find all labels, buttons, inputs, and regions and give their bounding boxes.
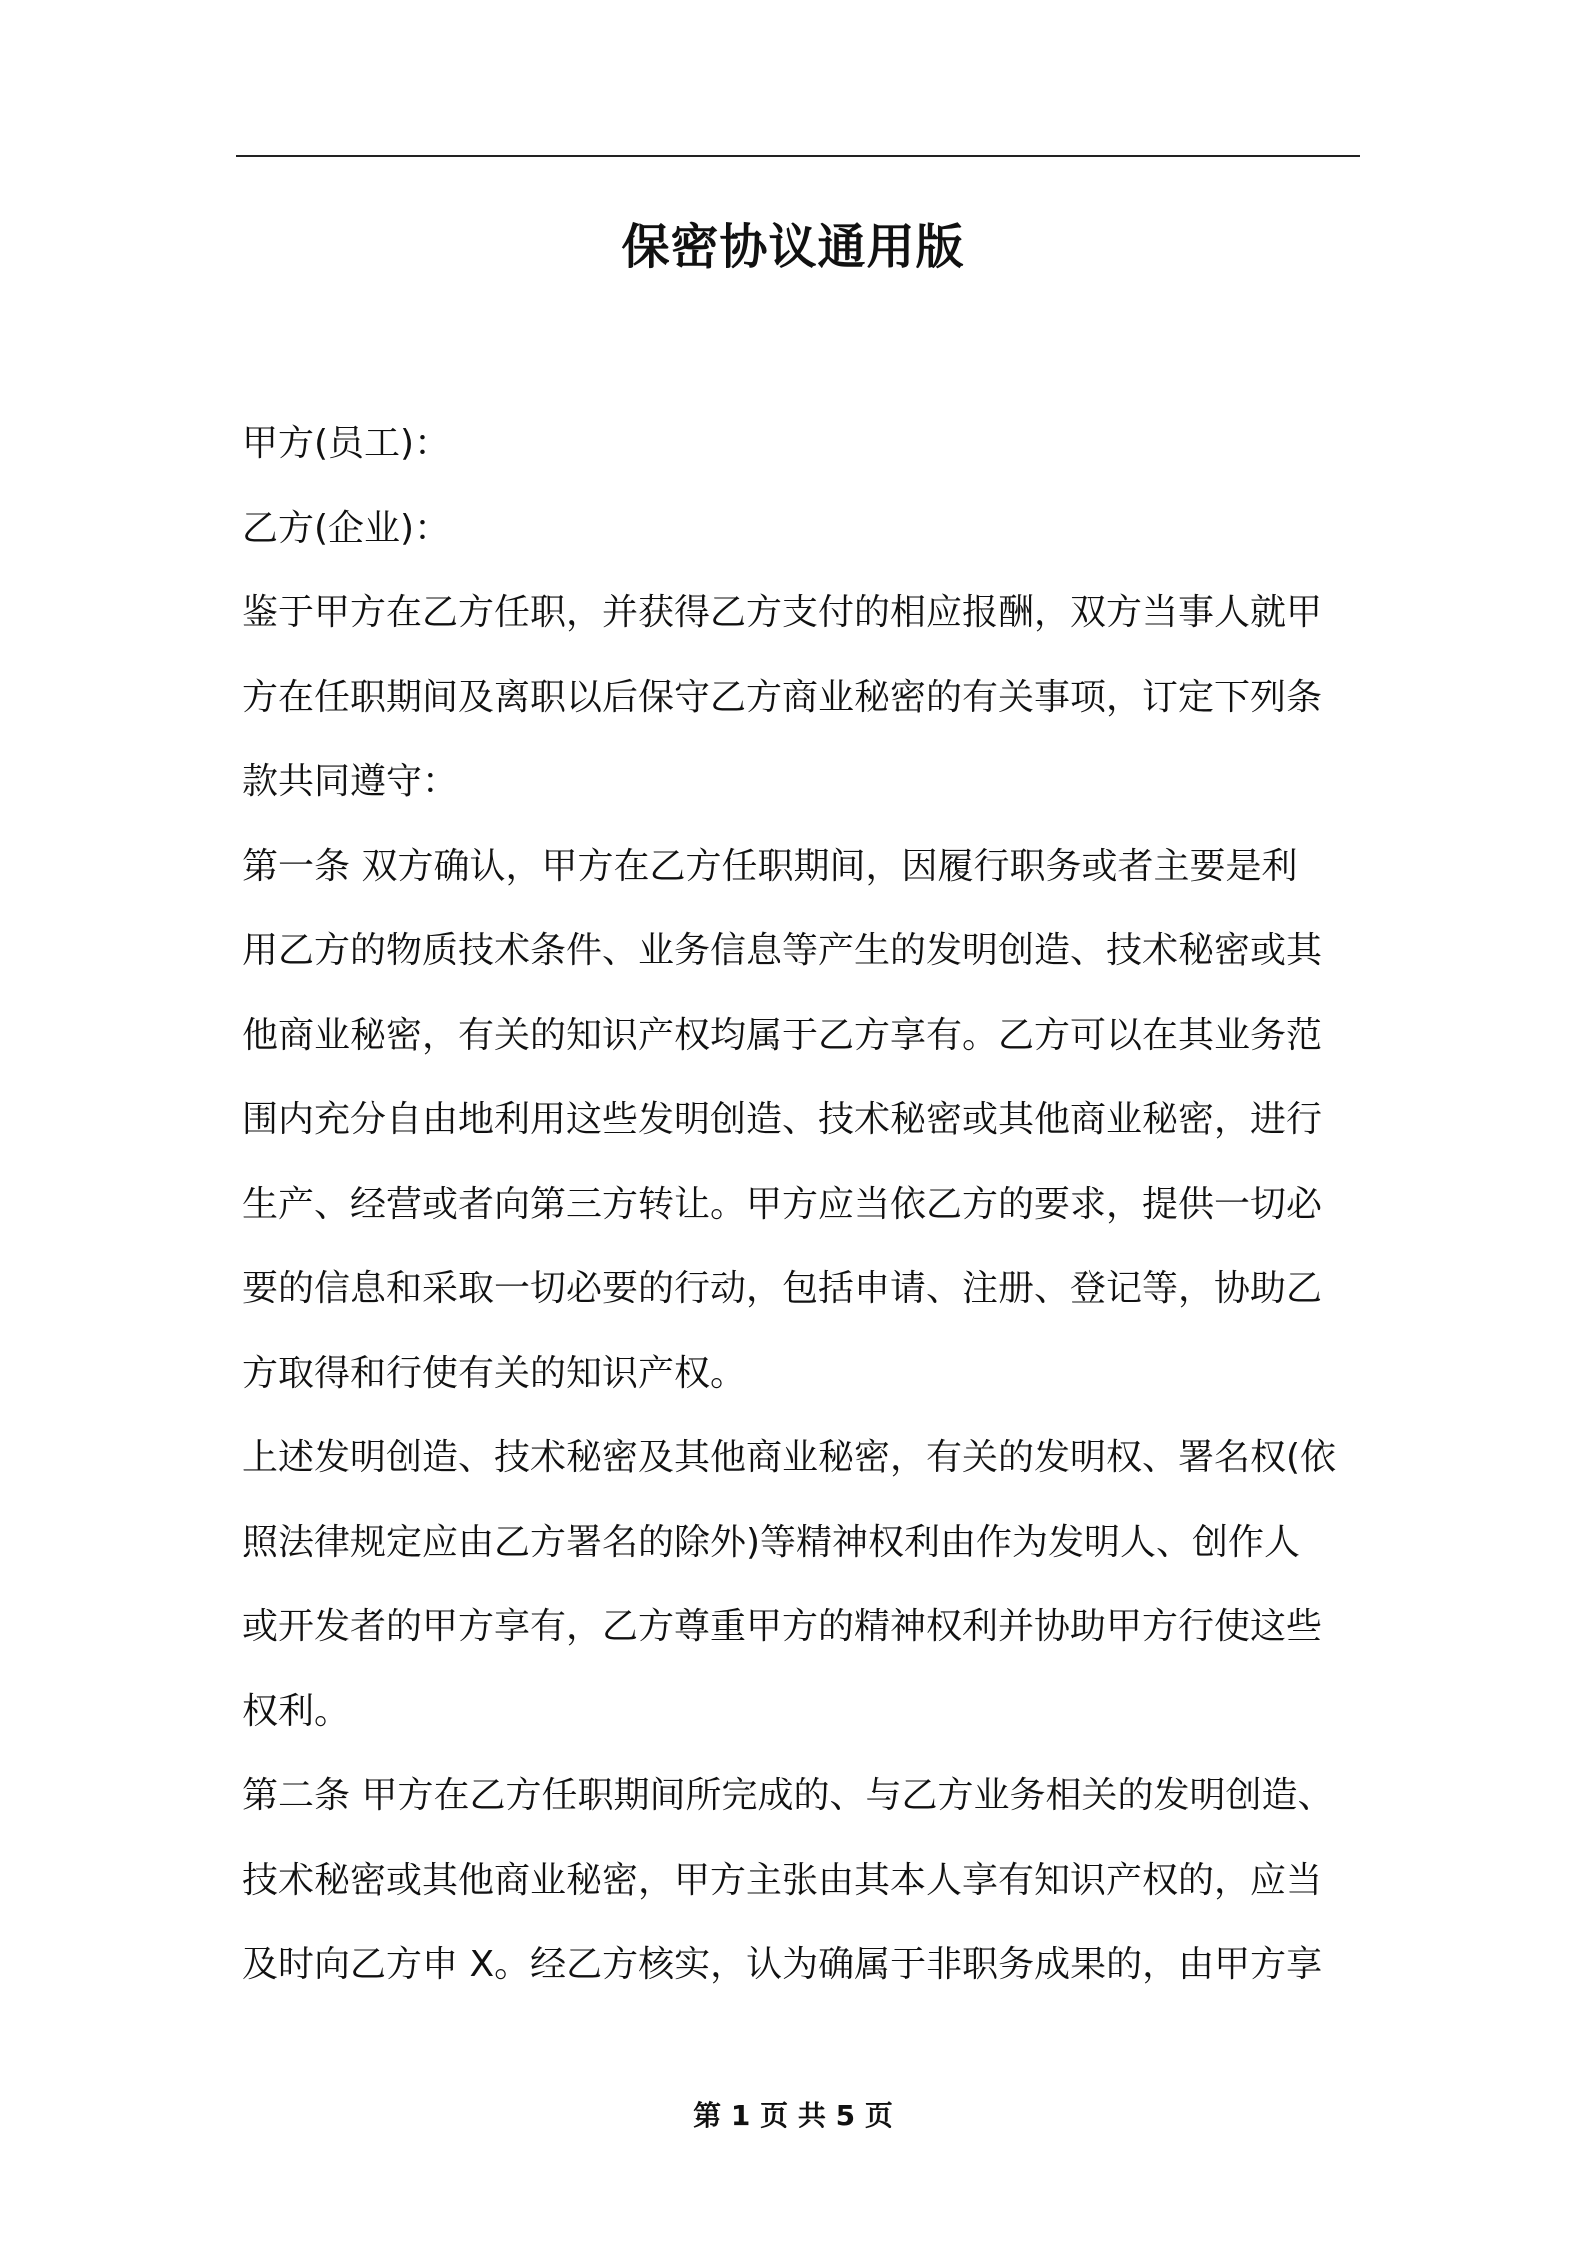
document-title: 保密协议通用版 [621, 219, 965, 275]
document-body [242, 402, 1362, 2008]
body-line: 鉴于甲方在乙方任职，并获得乙方支付的相应报酬，双方当事人就甲 [242, 592, 1323, 633]
body-line: 或开发者的甲方享有，乙方尊重甲方的精神权利并协助甲方行使这些 [242, 1606, 1323, 1647]
body-line: 照法律规定应由乙方署名的除外)等精神权利由作为发明人、创作人 [242, 1521, 1301, 1563]
body-line: 方取得和行使有关的知识产权。 [242, 1352, 747, 1394]
body-line: 权利。 [242, 1690, 351, 1732]
body-line: 用乙方的物质技术条件、业务信息等产生的发明创造、技术秘密或其 [242, 930, 1323, 971]
header-rule [236, 155, 1360, 157]
body-line: 甲方(员工)： [242, 423, 451, 464]
body-line: 要的信息和采取一切必要的行动，包括申请、注册、登记等，协助乙 [242, 1268, 1323, 1309]
page-footer: 第 1 页 共 5 页 [693, 2099, 893, 2132]
body-line: 第二条 甲方在乙方任职期间所完成的、与乙方业务相关的发明创造、 [242, 1775, 1334, 1816]
body-line: 方在任职期间及离职以后保守乙方商业秘密的有关事项，订定下列条 [242, 676, 1323, 718]
body-line: 乙方(企业)： [242, 507, 451, 549]
body-line: 款共同遵守： [242, 761, 459, 802]
body-line: 他商业秘密，有关的知识产权均属于乙方享有。乙方可以在其业务范 [242, 1014, 1323, 1056]
body-line: 技术秘密或其他商业秘密，甲方主张由其本人享有知识产权的，应当 [242, 1859, 1323, 1901]
body-line: 及时向乙方申 X。经乙方核实，认为确属于非职务成果的，由甲方享 [242, 1944, 1323, 1985]
body-line: 围内充分自由地利用这些发明创造、技术秘密或其他商业秘密，进行 [242, 1099, 1323, 1140]
body-line: 上述发明创造、技术秘密及其他商业秘密，有关的发明权、署名权(依 [242, 1437, 1337, 1478]
body-line: 生产、经营或者向第三方转让。甲方应当依乙方的要求，提供一切必 [242, 1183, 1323, 1225]
body-line: 第一条 双方确认，甲方在乙方任职期间，因履行职务或者主要是利 [242, 845, 1298, 887]
